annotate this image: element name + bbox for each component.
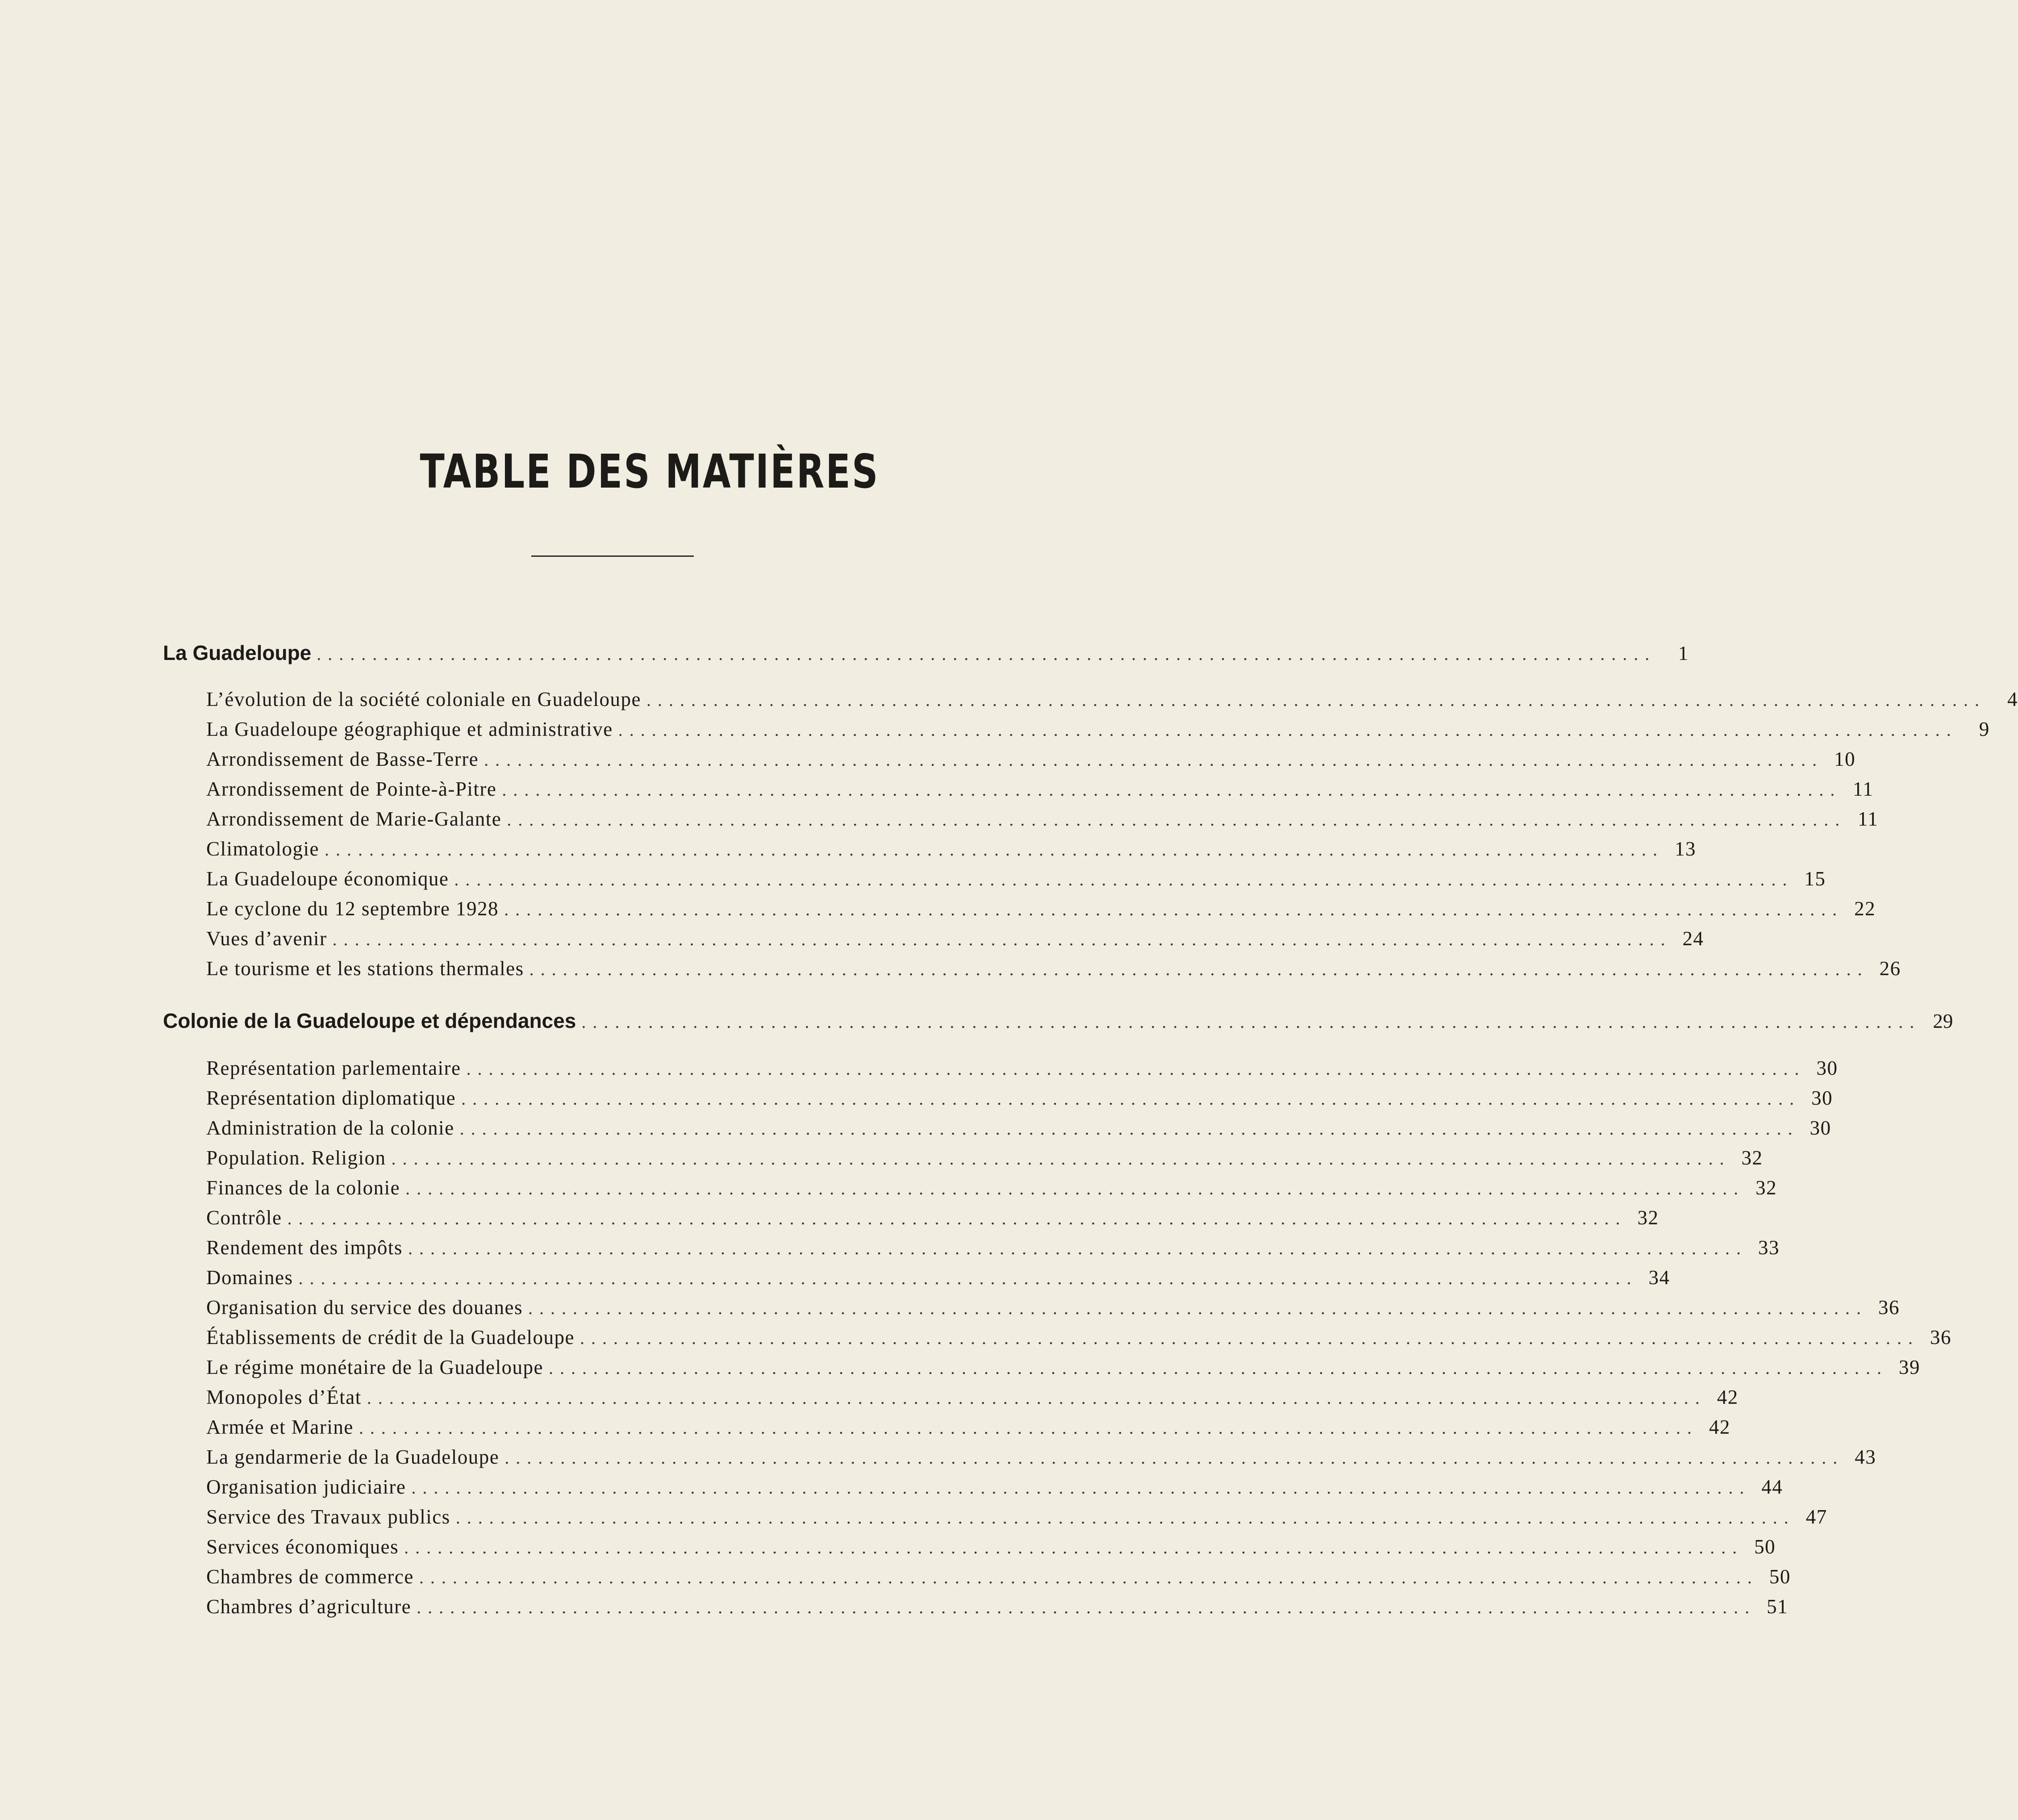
toc-entry-label: Climatologie (206, 838, 319, 860)
toc-entry[interactable] (206, 715, 1990, 743)
toc-page-number: 4 (2007, 688, 2018, 710)
toc-entry[interactable] (206, 1054, 1838, 1082)
toc-page-number: 51 (1767, 1595, 1789, 1618)
toc-entry[interactable] (206, 1353, 1920, 1382)
dot-leader: ........................................................................................................................ (548, 1358, 1888, 1378)
dot-leader: ........................................................................................................................ (408, 1238, 1747, 1258)
toc-entry[interactable] (206, 775, 1874, 803)
dot-leader: ........................................................................................................................ (529, 959, 1869, 979)
toc-page-number: 44 (1761, 1476, 1783, 1498)
toc-entry[interactable] (206, 1562, 1791, 1591)
toc-entry-label: Services économiques (206, 1536, 399, 1558)
toc-page-number: 34 (1648, 1266, 1670, 1289)
toc-entry[interactable] (206, 1293, 1900, 1322)
toc-page-number: 26 (1879, 957, 1901, 980)
toc-page-number: 10 (1834, 748, 1856, 770)
dot-leader: ........................................................................................................................ (359, 1418, 1698, 1438)
toc-entry[interactable] (206, 1383, 1739, 1411)
toc-entry-label: Domaines (206, 1266, 293, 1289)
toc-section[interactable] (163, 1006, 1953, 1035)
dot-leader: ........................................................................................................................ (459, 1119, 1799, 1139)
toc-page-number: 42 (1709, 1416, 1730, 1438)
toc-entry[interactable] (206, 1084, 1833, 1112)
toc-page-number: 15 (1804, 868, 1826, 890)
dot-leader: ........................................................................................................................ (419, 1567, 1759, 1587)
toc-page-number: 13 (1674, 838, 1696, 860)
dot-leader: ........................................................................................................................ (404, 1537, 1744, 1557)
toc-page-number: 33 (1758, 1236, 1780, 1259)
toc-entry-label: Chambres de commerce (206, 1565, 414, 1588)
toc-entry-label: La Guadeloupe économique (206, 868, 449, 890)
dot-leader: ........................................................................................................................ (417, 1597, 1756, 1617)
toc-entry[interactable] (206, 1114, 1831, 1142)
toc-page-number: 11 (1857, 808, 1879, 830)
toc-entry[interactable] (206, 864, 1826, 893)
toc-entry-label: Organisation du service des douanes (206, 1296, 523, 1319)
toc-page-number: 22 (1854, 897, 1876, 920)
toc-entry-label: Arrondissement de Pointe-à-Pitre (206, 778, 497, 800)
toc-entry-label: Chambres d’agriculture (206, 1595, 412, 1618)
toc-page-number: 50 (1769, 1565, 1791, 1588)
toc-page-number: 30 (1810, 1117, 1831, 1139)
toc-entry-label: Finances de la colonie (206, 1177, 400, 1199)
toc-entry-label: Population. Religion (206, 1147, 386, 1169)
dot-leader: ........................................................................................................................ (484, 750, 1824, 770)
toc-page-number: 32 (1741, 1147, 1763, 1169)
toc-entry-label: Représentation parlementaire (206, 1057, 461, 1079)
toc-page-number: 39 (1898, 1356, 1920, 1378)
toc-entry[interactable] (206, 1503, 1827, 1531)
dot-leader: ........................................................................................................................ (455, 1507, 1795, 1528)
dot-leader: ........................................................................................................................ (504, 899, 1844, 919)
toc-page-number: 24 (1682, 927, 1704, 950)
toc-entry[interactable] (206, 805, 1879, 833)
dot-leader: ........................................................................................................................ (405, 1178, 1745, 1198)
toc-entry[interactable] (206, 1203, 1659, 1232)
toc-page-number: 11 (1853, 778, 1874, 800)
dot-leader: ........................................................................................................................ (367, 1388, 1706, 1408)
toc-entry[interactable] (206, 1532, 1776, 1561)
toc-entry-label: Armée et Marine (206, 1416, 354, 1438)
toc-page-number: 42 (1717, 1386, 1739, 1408)
toc-entry-label: La gendarmerie de la Guadeloupe (206, 1446, 500, 1468)
toc-entry[interactable] (206, 1592, 1789, 1621)
toc-section-label: Colonie de la Guadeloupe et dépendances (163, 1009, 576, 1032)
toc-entry[interactable] (206, 924, 1704, 953)
toc-page-number: 32 (1637, 1206, 1659, 1229)
toc-entry-label: Contrôle (206, 1206, 282, 1229)
toc-page-number: 30 (1811, 1087, 1833, 1109)
toc-page-number: 43 (1855, 1446, 1876, 1468)
dot-leader: ........................................................................................................................ (411, 1478, 1751, 1498)
dot-leader: ........................................................................................................................ (618, 720, 1958, 740)
dot-leader: ........................................................................................................................ (466, 1059, 1806, 1079)
toc-entry[interactable] (206, 745, 1856, 773)
toc-page-number: 32 (1755, 1177, 1777, 1199)
toc-page-number: 47 (1805, 1506, 1827, 1528)
toc-entry[interactable] (206, 1413, 1730, 1441)
toc-entry-label: Administration de la colonie (206, 1117, 454, 1139)
toc-entry-label: Monopoles d’État (206, 1386, 362, 1408)
toc-page-number: 30 (1816, 1057, 1838, 1079)
toc-entry-label: L’évolution de la société coloniale en Guadeloupe (206, 688, 642, 710)
toc-section[interactable] (163, 639, 1689, 667)
toc-entry-label: Le cyclone du 12 septembre 1928 (206, 897, 499, 920)
toc-entry-label: Rendement des impôts (206, 1236, 403, 1259)
toc-entry-label: Arrondissement de Basse-Terre (206, 748, 479, 770)
toc-entry-label: Organisation judiciaire (206, 1476, 406, 1498)
toc-entry[interactable] (206, 894, 1876, 923)
dot-leader: ........................................................................................................................ (287, 1208, 1627, 1228)
toc-entry[interactable] (206, 1173, 1777, 1202)
toc-page-number: 29 (1933, 1010, 1953, 1032)
toc-entry-label: Arrondissement de Marie-Galante (206, 808, 502, 830)
toc-page-number: 36 (1930, 1326, 1951, 1348)
dot-leader: ........................................................................................................................ (461, 1089, 1801, 1109)
toc-entry-label: Établissements de crédit de la Guadeloupe (206, 1326, 575, 1348)
dot-leader: ........................................................................................................................ (502, 780, 1842, 800)
toc-page-number: 36 (1878, 1296, 1900, 1319)
dot-leader: ........................................................................................................................ (507, 810, 1847, 830)
dot-leader: ........................................................................................................................ (580, 1328, 1919, 1348)
toc-entry[interactable] (206, 685, 2018, 714)
dot-leader: ........................................................................................................................ (454, 869, 1794, 889)
dot-leader: ........................................................................................................................ (298, 1268, 1638, 1288)
dot-leader: ........................................................................................................................ (391, 1148, 1731, 1169)
dot-leader: ........................................................................................................................ (581, 1012, 1921, 1032)
toc-page-number: 9 (1979, 718, 1990, 740)
toc-entry-label: Vues d’avenir (206, 927, 327, 950)
toc-entry[interactable] (206, 954, 1901, 983)
toc-entry[interactable] (206, 1323, 1951, 1352)
toc-entry-label: Service des Travaux publics (206, 1506, 450, 1528)
dot-leader: ........................................................................................................................ (646, 690, 1986, 710)
toc-entry-label: La Guadeloupe géographique et administrative (206, 718, 613, 740)
toc-entry[interactable] (206, 1473, 1783, 1501)
toc-entry-label: Le régime monétaire de la Guadeloupe (206, 1356, 543, 1378)
toc-entry-label: Représentation diplomatique (206, 1087, 456, 1109)
toc-page-number: 50 (1754, 1536, 1776, 1558)
dot-leader: ........................................................................................................................ (324, 839, 1664, 860)
toc-entry[interactable] (206, 1233, 1780, 1262)
toc-entry[interactable] (206, 1263, 1670, 1292)
dot-leader: ........................................................................................................................ (528, 1298, 1868, 1318)
page-title: TABLE DES MATIÈRES (420, 444, 880, 499)
toc-entry-label: Le tourisme et les stations thermales (206, 957, 524, 980)
toc-entry[interactable] (206, 835, 1696, 863)
toc-entry[interactable] (206, 1144, 1763, 1172)
toc-page-number: 1 (1678, 642, 1689, 664)
dot-leader: ........................................................................................................................ (332, 929, 1672, 949)
dot-leader: ........................................................................................................................ (504, 1448, 1844, 1468)
dot-leader: ........................................................................................................................ (317, 644, 1656, 664)
toc-section-label: La Guadeloupe (163, 641, 312, 664)
toc-entry[interactable] (206, 1443, 1876, 1471)
